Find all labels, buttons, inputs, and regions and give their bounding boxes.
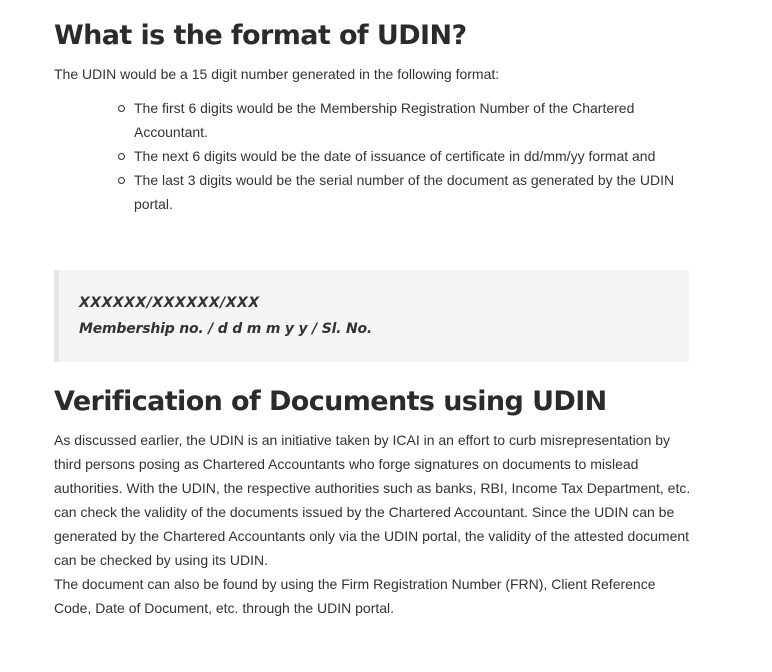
verification-heading: Verification of Documents using UDIN — [54, 386, 607, 417]
udin-format-legend: Membership no. / d d m m y y / Sl. No. — [79, 321, 373, 337]
format-intro: The UDIN would be a 15 digit number generated in the following format: — [54, 66, 500, 82]
verification-paragraph-2: The document can also be found by using the Firm Registration Number (FRN), Client Reference Code, Date of Document, etc. through the UDIN portal. — [54, 576, 656, 616]
bullet-text: The first 6 digits would be the Membership Registration Number of the Chartered Accountant. — [134, 100, 635, 140]
format-bullet-list — [118, 96, 678, 216]
list-item — [118, 168, 678, 216]
bullet-circle-icon — [118, 153, 125, 160]
verification-paragraph-1: As discussed earlier, the UDIN is an initiative taken by ICAI in an effort to curb misrepresentation by third persons posing as Chartered Accountants who forge signatures on documents to mislead authorities. With the UDIN, the respective authorities such as banks, RBI, Income Tax Department, etc. can check the validity of the documents issued by the Chartered Accountant. Since the UDIN can be generated by the Chartered Accountants only via the UDIN portal, the validity of the attested document can be checked by using its UDIN. — [54, 432, 691, 568]
format-blockquote — [54, 270, 689, 362]
list-item — [118, 144, 678, 168]
list-item — [118, 96, 678, 144]
bullet-circle-icon — [118, 177, 125, 184]
bullet-circle-icon — [118, 105, 125, 112]
format-heading: What is the format of UDIN? — [54, 20, 467, 51]
bullet-text: The next 6 digits would be the date of issuance of certificate in dd/mm/yy format and — [134, 148, 656, 164]
udin-format-pattern: XXXXXX/XXXXXX/XXX — [79, 295, 260, 311]
bullet-text: The last 3 digits would be the serial number of the document as generated by the UDIN portal. — [134, 172, 675, 212]
